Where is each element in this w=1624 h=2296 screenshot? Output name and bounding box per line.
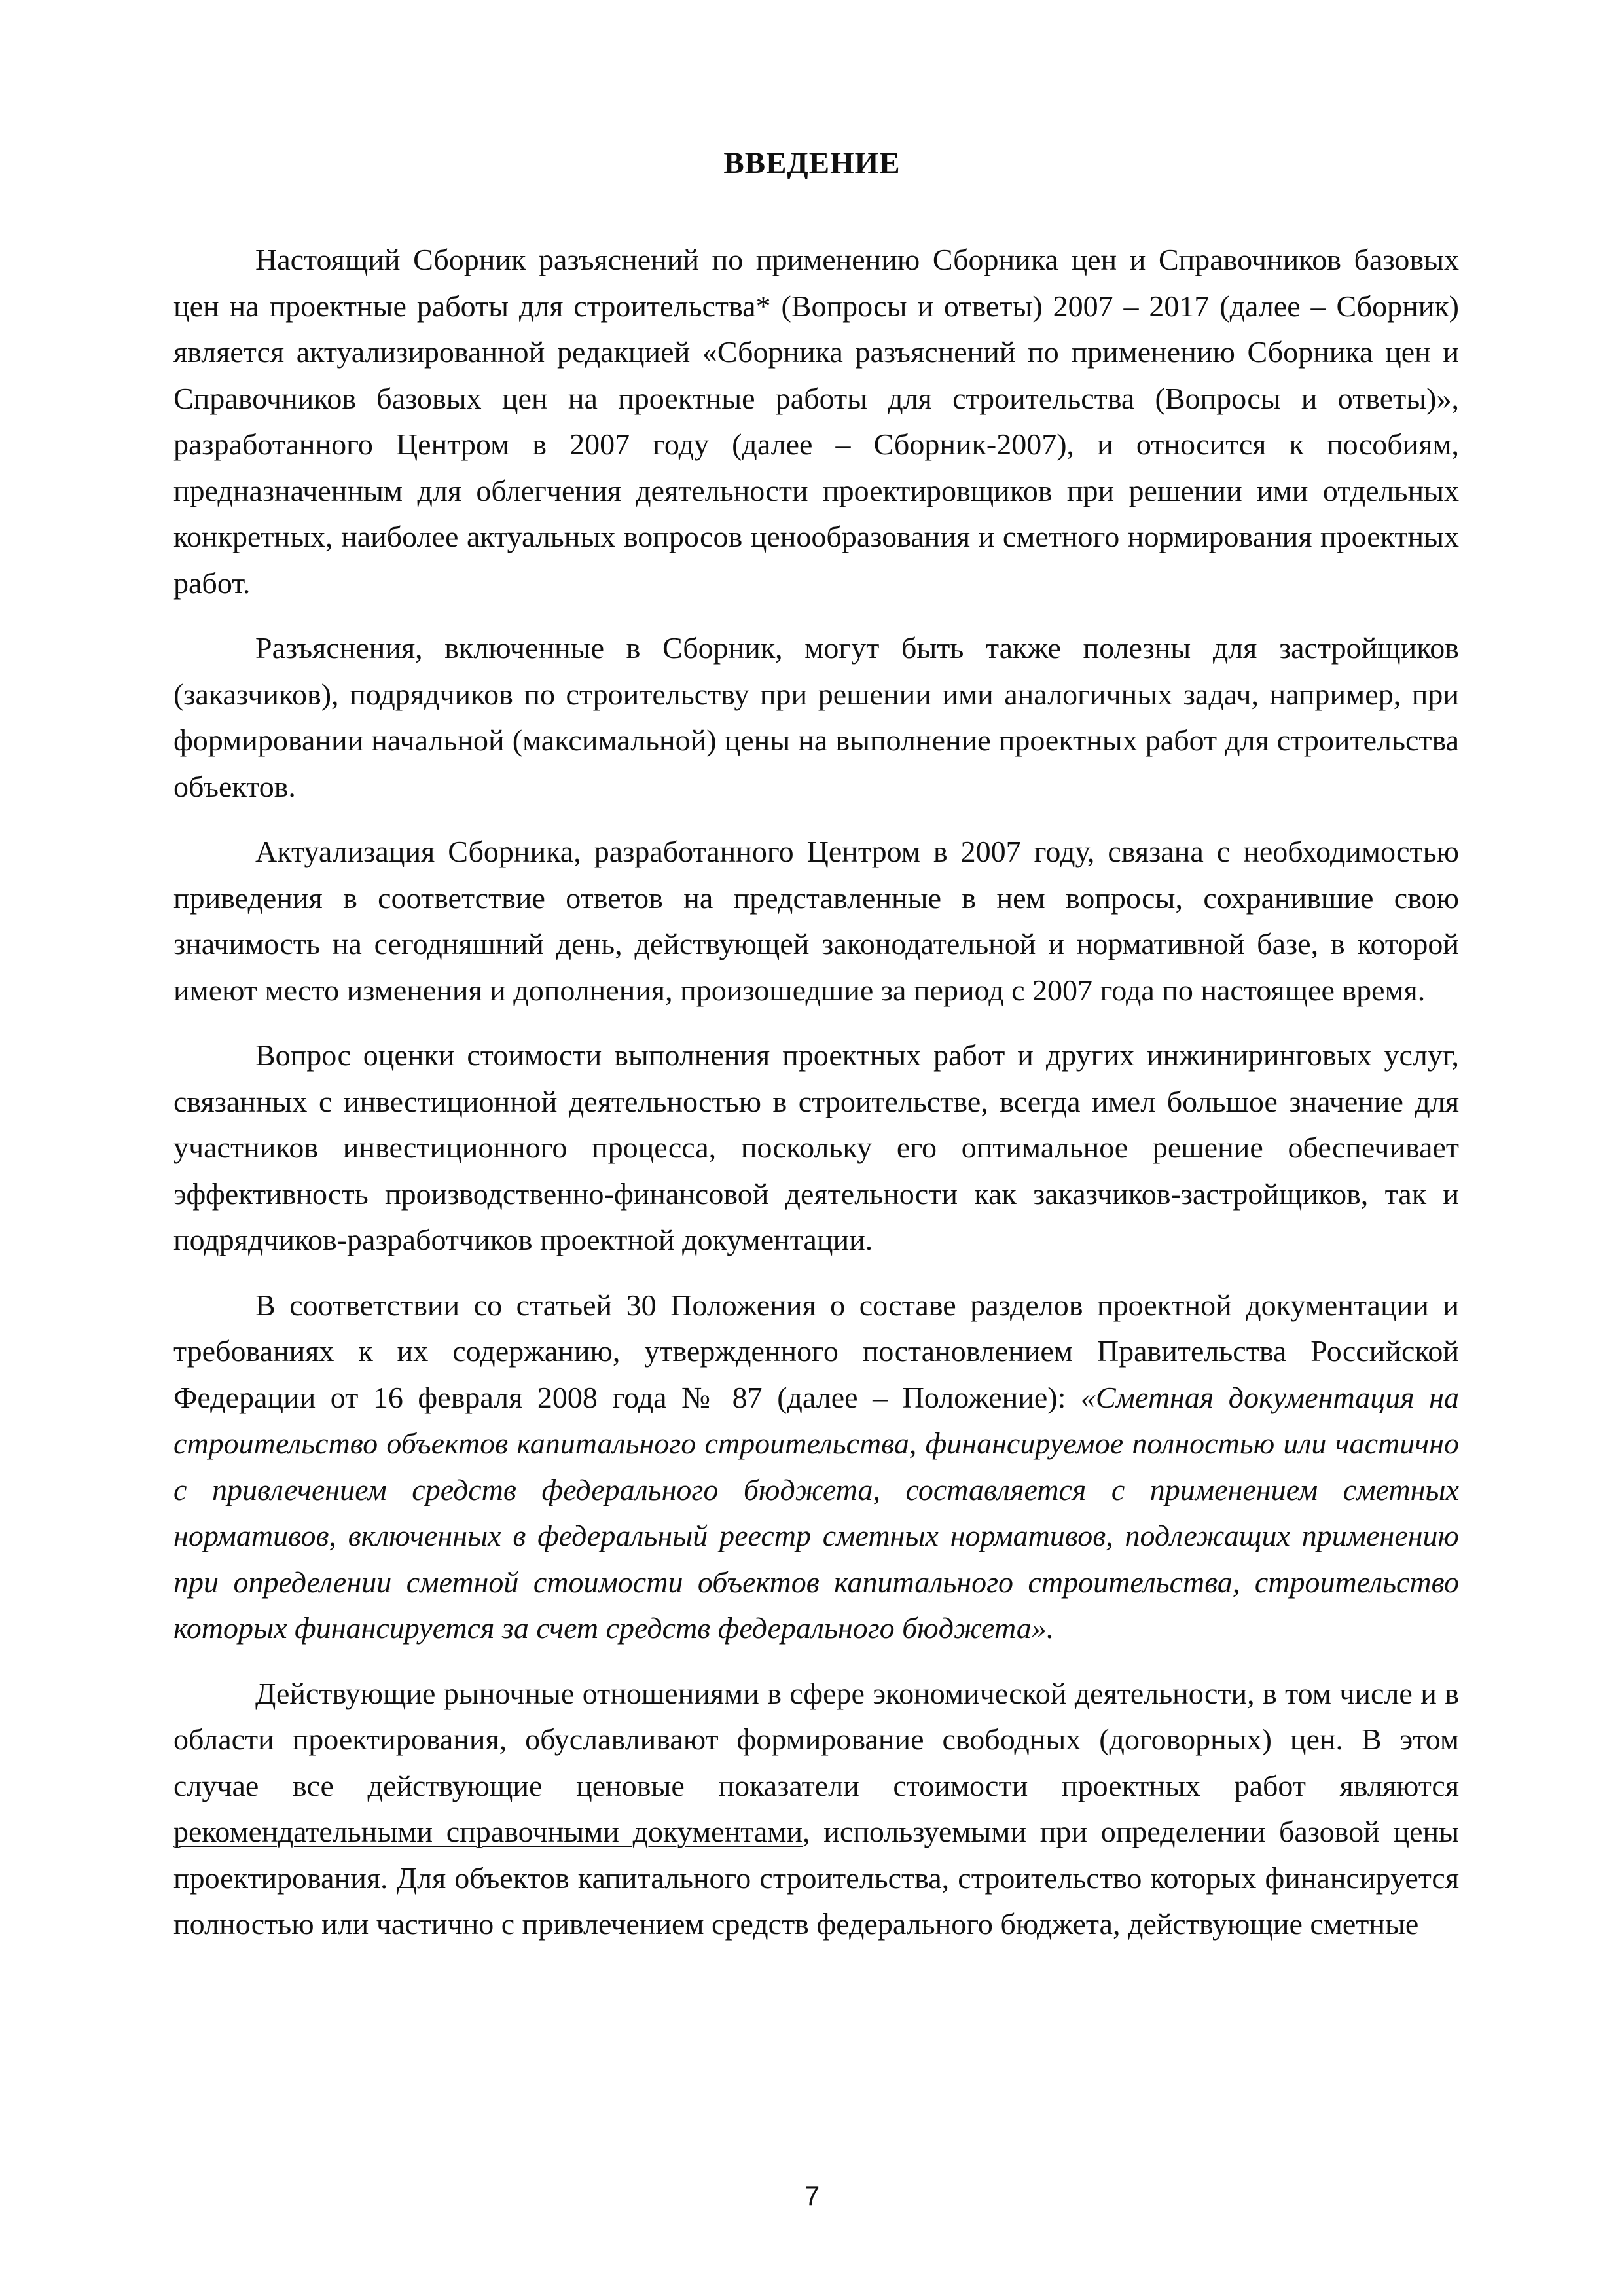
paragraph-4: Вопрос оценки стоимости выполнения проектных работ и других инжиниринговых услуг, связанных с инвестиционной деятельностью в строительстве, всегда имел большое значение для участников инвестиционного процесса, поскольку его оптимальное решение обеспечивает эффективность производственно-финансовой деятельности как заказчиков-застройщиков, так и подрядчиков-разработчиков проектной документации.: [173, 1038, 1459, 1256]
paragraph-6-text-after: , используемыми при определении базовой цены проектирования. Для объектов капитального строительства, строительство которых финансируется полностью или частично с привлечением средств федерального бюджета, действующие сметные: [173, 1815, 1460, 1941]
paragraph-6-text-before: Действующие рыночные отношениями в сфере экономической деятельности, в том числе и в области проектирования, обуславливают формирование свободных (договорных) цен. В этом случае все действующие ценовые показатели стоимости проектных работ являются: [173, 1676, 1459, 1802]
paragraph-3: Актуализация Сборника, разработанного Центром в 2007 году, связана с необходимостью приведения в соответствие ответов на представленные в нем вопросы, сохранившие свою значимость на сегодняшний день, действующей законодательной и нормативной базе, в которой имеют место изменения и дополнения, произошедшие за период с 2007 года по настоящее время.: [173, 835, 1459, 1007]
page-title: ВВЕДЕНИЕ: [723, 146, 901, 180]
paragraph-2: Разъяснения, включенные в Сборник, могут быть также полезны для застройщиков (заказчиков), подрядчиков по строительству при решении ими аналогичных задач, например, при формировании начальной (максимальной) цены на выполнение проектных работ для строительства объектов.: [173, 631, 1459, 803]
quotation-text: «Сметная документация на строительство объектов капитального строительства, финансируемое полностью или частично с привлечением средств федерального бюджета, составляется с применением сметных нормативов, включенных в федеральный реестр сметных нормативов, подлежащих применению при определении сметной стоимости объектов капитального строительства, строительство которых финансируется за счет средств федерального бюджета».: [173, 1380, 1459, 1645]
paragraph-1: Настоящий Сборник разъяснений по применению Сборника цен и Справочников базовых цен на проектные работы для строительства* (Вопросы и ответы) 2007 – 2017 (далее – Сборник) является актуализированной редакцией «Сборника разъяснений по применению Сборника цен и Справочников базовых цен на проектные работы для строительства (Вопросы и ответы)», разработанного Центром в 2007 году (далее – Сборник-2007), и относится к пособиям, предназначенным для облегчения деятельности проектировщиков при решении ими отдельных конкретных, наиболее актуальных вопросов ценообразования и сметного нормирования проектных работ.: [173, 243, 1459, 600]
underlined-phrase: рекомендательными справочными документами: [173, 1815, 803, 1848]
paragraph-5: [173, 1283, 1459, 1652]
document-body: [173, 237, 1459, 1948]
page-number: 7: [804, 2180, 820, 2211]
paragraph-5-text: В соответствии со статьей 30 Положения о составе разделов проектной документации и требованиях к их содержанию, утвержденного постановлением Правительства Российской Федерации от 16 февраля 2008 года № 87 (далее – Положение):: [173, 1288, 1459, 1414]
paragraph-6: [173, 1671, 1459, 1948]
